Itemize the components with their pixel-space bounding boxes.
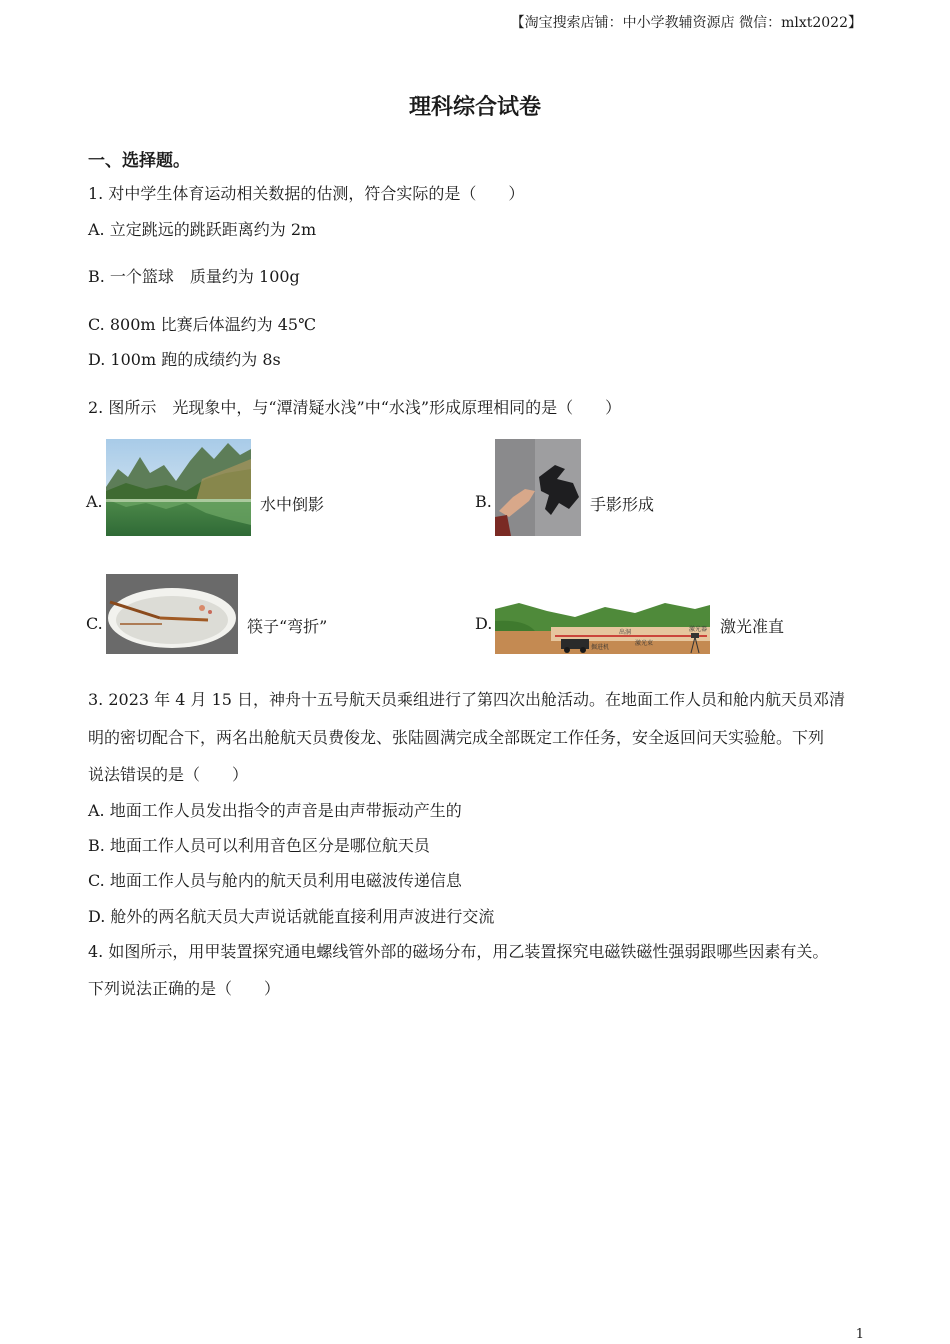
q2-option-a-caption: 水中倒影 bbox=[260, 495, 325, 514]
q3-option-b: B. 地面工作人员可以利用音色区分是哪位航天员 bbox=[88, 836, 430, 855]
q3-line-1: 3. 2023 年 4 月 15 日，神舟十五号航天员乘组进行了第四次出舱活动。在地面工作人员和舱内航天员邓清 bbox=[88, 690, 846, 709]
landscape-reflection-image bbox=[106, 439, 251, 536]
q1-stem: 1. 对中学生体育运动相关数据的估测，符合实际的是（ ） bbox=[88, 184, 525, 203]
q4-line-1: 4. 如图所示，用甲装置探究通电螺线管外部的磁场分布，用乙装置探究电磁铁磁性强弱跟哪些因素有关。 bbox=[88, 942, 829, 961]
q2-option-d-caption: 激光准直 bbox=[720, 617, 785, 636]
q1-option-c: C. 800m 比赛后体温约为 45℃ bbox=[88, 315, 316, 334]
q3-line-3: 说法错误的是（ ） bbox=[88, 765, 249, 784]
q1-option-d: D. 100m 跑的成绩约为 8s bbox=[88, 350, 281, 369]
q3-option-a: A. 地面工作人员发出指令的声音是由声带振动产生的 bbox=[88, 801, 462, 820]
q2-option-b-letter: B. bbox=[475, 492, 492, 511]
q1-option-b: B. 一个篮球 质量约为 100g bbox=[88, 267, 300, 286]
q2-option-b-caption: 手影形成 bbox=[590, 495, 655, 514]
tunnel-label-laser: 激光器 bbox=[689, 626, 708, 633]
tunnel-label-boring-machine: 掘进机 bbox=[591, 644, 610, 651]
q4-line-2: 下列说法正确的是（ ） bbox=[88, 979, 281, 998]
q3-option-d: D. 舱外的两名航天员大声说话就能直接利用声波进行交流 bbox=[88, 907, 495, 926]
q2-option-c-letter: C. bbox=[86, 614, 103, 633]
tunnel-label-laser-beam: 激光束 bbox=[635, 640, 654, 647]
q1-option-a: A. 立定跳远的跳跃距离约为 2m bbox=[88, 220, 317, 239]
q2-option-d-letter: D. bbox=[475, 614, 493, 633]
q2-option-a-letter: A. bbox=[86, 492, 103, 511]
tunnel-label-exit: 出洞 bbox=[619, 629, 632, 636]
q2-stem: 2. 图所示 光现象中，与“潭清疑水浅”中“水浅”形成原理相同的是（ ） bbox=[88, 398, 622, 417]
q2-option-c-caption: 筷子“弯折” bbox=[247, 617, 328, 636]
chopsticks-bowl-image bbox=[106, 574, 238, 654]
hand-shadow-image bbox=[495, 439, 581, 536]
q3-line-2: 明的密切配合下，两名出舱航天员费俊龙、张陆圆满完成全部既定工作任务，安全返回问天实验舱。下列 bbox=[88, 728, 825, 747]
q3-option-c: C. 地面工作人员与舱内的航天员利用电磁波传递信息 bbox=[88, 871, 462, 890]
tunnel-laser-diagram bbox=[495, 601, 710, 654]
page-number: 1 bbox=[855, 1327, 864, 1342]
header-note: 【淘宝搜索店铺：中小学教辅资源店 微信：mlxt2022】 bbox=[510, 15, 862, 31]
section-heading: 一、选择题。 bbox=[88, 151, 190, 171]
exam-title: 理科综合试卷 bbox=[408, 94, 541, 120]
